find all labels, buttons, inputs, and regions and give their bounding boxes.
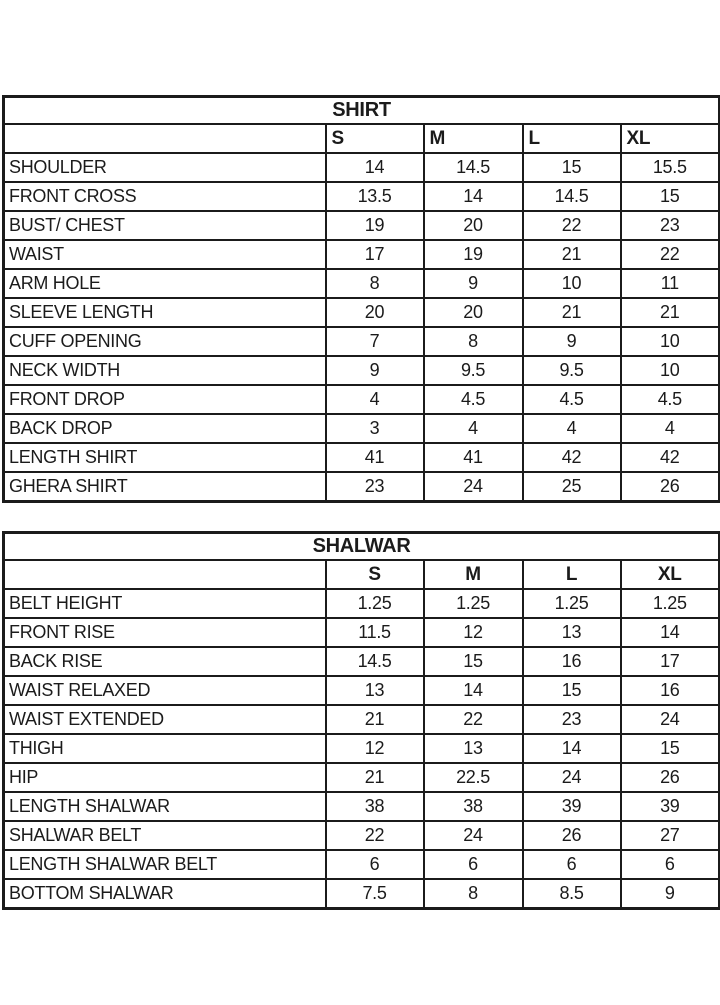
measurement-label: FRONT CROSS bbox=[4, 182, 326, 211]
size-value: 16 bbox=[621, 676, 720, 705]
size-value: 22 bbox=[424, 705, 523, 734]
table-row bbox=[4, 443, 720, 472]
size-value: 13 bbox=[523, 618, 621, 647]
shalwar-table-title: SHALWAR bbox=[4, 533, 720, 561]
size-value: 15 bbox=[621, 182, 720, 211]
size-value: 15 bbox=[523, 676, 621, 705]
size-value: 22.5 bbox=[424, 763, 523, 792]
size-value: 8 bbox=[424, 879, 523, 909]
size-value: 15.5 bbox=[621, 153, 720, 182]
size-value: 8 bbox=[326, 269, 424, 298]
size-value: 25 bbox=[523, 472, 621, 502]
size-value: 14.5 bbox=[326, 647, 424, 676]
size-value: 6 bbox=[621, 850, 720, 879]
shalwar-column-header-l: L bbox=[523, 560, 621, 589]
measurement-label: BACK RISE bbox=[4, 647, 326, 676]
size-value: 8 bbox=[424, 327, 523, 356]
size-value: 21 bbox=[621, 298, 720, 327]
size-value: 41 bbox=[424, 443, 523, 472]
size-value: 11 bbox=[621, 269, 720, 298]
size-value: 21 bbox=[326, 705, 424, 734]
empty-header-cell bbox=[4, 124, 326, 153]
size-value: 19 bbox=[424, 240, 523, 269]
size-value: 1.25 bbox=[523, 589, 621, 618]
measurement-label: SHALWAR BELT bbox=[4, 821, 326, 850]
size-value: 24 bbox=[424, 821, 523, 850]
size-value: 4.5 bbox=[523, 385, 621, 414]
size-value: 24 bbox=[621, 705, 720, 734]
size-value: 7.5 bbox=[326, 879, 424, 909]
table-row bbox=[4, 240, 720, 269]
size-value: 24 bbox=[523, 763, 621, 792]
measurement-label: GHERA SHIRT bbox=[4, 472, 326, 502]
table-row bbox=[4, 211, 720, 240]
table-row bbox=[4, 676, 720, 705]
size-value: 10 bbox=[621, 327, 720, 356]
table-row bbox=[4, 879, 720, 909]
size-value: 26 bbox=[621, 472, 720, 502]
size-value: 13 bbox=[424, 734, 523, 763]
table-row bbox=[4, 414, 720, 443]
size-value: 13 bbox=[326, 676, 424, 705]
size-value: 10 bbox=[621, 356, 720, 385]
measurement-label: FRONT RISE bbox=[4, 618, 326, 647]
size-value: 9 bbox=[621, 879, 720, 909]
measurement-label: LENGTH SHALWAR bbox=[4, 792, 326, 821]
size-value: 4 bbox=[326, 385, 424, 414]
measurement-label: ARM HOLE bbox=[4, 269, 326, 298]
size-value: 17 bbox=[326, 240, 424, 269]
measurement-label: LENGTH SHALWAR BELT bbox=[4, 850, 326, 879]
size-value: 14 bbox=[523, 734, 621, 763]
size-value: 24 bbox=[424, 472, 523, 502]
size-value: 4 bbox=[621, 414, 720, 443]
size-value: 42 bbox=[523, 443, 621, 472]
measurement-label: SLEEVE LENGTH bbox=[4, 298, 326, 327]
shalwar-column-header-xl: XL bbox=[621, 560, 720, 589]
size-value: 20 bbox=[424, 298, 523, 327]
measurement-label: BOTTOM SHALWAR bbox=[4, 879, 326, 909]
size-value: 41 bbox=[326, 443, 424, 472]
table-row bbox=[4, 792, 720, 821]
size-value: 4.5 bbox=[424, 385, 523, 414]
size-value: 22 bbox=[326, 821, 424, 850]
size-value: 14.5 bbox=[424, 153, 523, 182]
size-value: 6 bbox=[523, 850, 621, 879]
measurement-label: SHOULDER bbox=[4, 153, 326, 182]
size-value: 38 bbox=[326, 792, 424, 821]
size-value: 21 bbox=[523, 240, 621, 269]
table-row bbox=[4, 356, 720, 385]
shirt-column-header-xl: XL bbox=[621, 124, 720, 153]
table-row bbox=[4, 385, 720, 414]
size-value: 1.25 bbox=[424, 589, 523, 618]
size-value: 20 bbox=[424, 211, 523, 240]
size-value: 9 bbox=[424, 269, 523, 298]
table-row bbox=[4, 153, 720, 182]
table-row bbox=[4, 472, 720, 502]
size-value: 23 bbox=[326, 472, 424, 502]
size-value: 9 bbox=[523, 327, 621, 356]
size-value: 6 bbox=[424, 850, 523, 879]
size-value: 4 bbox=[424, 414, 523, 443]
table-row bbox=[4, 734, 720, 763]
size-value: 39 bbox=[621, 792, 720, 821]
size-value: 12 bbox=[326, 734, 424, 763]
size-value: 19 bbox=[326, 211, 424, 240]
size-value: 26 bbox=[523, 821, 621, 850]
measurement-label: BACK DROP bbox=[4, 414, 326, 443]
measurement-label: FRONT DROP bbox=[4, 385, 326, 414]
size-value: 10 bbox=[523, 269, 621, 298]
size-value: 11.5 bbox=[326, 618, 424, 647]
size-value: 22 bbox=[621, 240, 720, 269]
size-value: 8.5 bbox=[523, 879, 621, 909]
measurement-label: WAIST RELAXED bbox=[4, 676, 326, 705]
table-row bbox=[4, 763, 720, 792]
table-row bbox=[4, 269, 720, 298]
size-value: 14 bbox=[424, 676, 523, 705]
size-value: 6 bbox=[326, 850, 424, 879]
measurement-label: CUFF OPENING bbox=[4, 327, 326, 356]
table-row bbox=[4, 647, 720, 676]
size-value: 14 bbox=[621, 618, 720, 647]
table-row bbox=[4, 821, 720, 850]
size-value: 9.5 bbox=[523, 356, 621, 385]
size-value: 27 bbox=[621, 821, 720, 850]
table-row bbox=[4, 182, 720, 211]
table-row bbox=[4, 850, 720, 879]
size-value: 26 bbox=[621, 763, 720, 792]
size-value: 42 bbox=[621, 443, 720, 472]
shalwar-size-table bbox=[2, 531, 720, 910]
size-value: 21 bbox=[326, 763, 424, 792]
size-value: 15 bbox=[523, 153, 621, 182]
shirt-header-row bbox=[4, 124, 720, 153]
table-row bbox=[4, 705, 720, 734]
size-value: 14 bbox=[424, 182, 523, 211]
size-value: 23 bbox=[523, 705, 621, 734]
size-value: 15 bbox=[621, 734, 720, 763]
measurement-label: NECK WIDTH bbox=[4, 356, 326, 385]
size-value: 21 bbox=[523, 298, 621, 327]
table-row bbox=[4, 327, 720, 356]
measurement-label: BELT HEIGHT bbox=[4, 589, 326, 618]
size-value: 14.5 bbox=[523, 182, 621, 211]
shalwar-column-header-m: M bbox=[424, 560, 523, 589]
shirt-size-table bbox=[2, 95, 720, 503]
size-value: 9.5 bbox=[424, 356, 523, 385]
shalwar-column-header-s: S bbox=[326, 560, 424, 589]
shirt-title-row bbox=[4, 97, 720, 125]
size-value: 17 bbox=[621, 647, 720, 676]
size-value: 4 bbox=[523, 414, 621, 443]
table-row bbox=[4, 298, 720, 327]
size-value: 23 bbox=[621, 211, 720, 240]
table-row bbox=[4, 618, 720, 647]
size-value: 4.5 bbox=[621, 385, 720, 414]
shalwar-header-row bbox=[4, 560, 720, 589]
shalwar-title-row bbox=[4, 533, 720, 561]
measurement-label: THIGH bbox=[4, 734, 326, 763]
size-value: 22 bbox=[523, 211, 621, 240]
size-value: 16 bbox=[523, 647, 621, 676]
size-value: 15 bbox=[424, 647, 523, 676]
size-value: 38 bbox=[424, 792, 523, 821]
table-row bbox=[4, 589, 720, 618]
size-value: 1.25 bbox=[621, 589, 720, 618]
measurement-label: HIP bbox=[4, 763, 326, 792]
shirt-column-header-l: L bbox=[523, 124, 621, 153]
size-value: 1.25 bbox=[326, 589, 424, 618]
size-value: 7 bbox=[326, 327, 424, 356]
shirt-column-header-m: M bbox=[424, 124, 523, 153]
size-value: 14 bbox=[326, 153, 424, 182]
size-value: 39 bbox=[523, 792, 621, 821]
size-value: 13.5 bbox=[326, 182, 424, 211]
size-value: 12 bbox=[424, 618, 523, 647]
shirt-table-title: SHIRT bbox=[4, 97, 720, 125]
measurement-label: WAIST bbox=[4, 240, 326, 269]
empty-header-cell bbox=[4, 560, 326, 589]
size-value: 20 bbox=[326, 298, 424, 327]
measurement-label: BUST/ CHEST bbox=[4, 211, 326, 240]
size-value: 3 bbox=[326, 414, 424, 443]
measurement-label: LENGTH SHIRT bbox=[4, 443, 326, 472]
size-value: 9 bbox=[326, 356, 424, 385]
measurement-label: WAIST EXTENDED bbox=[4, 705, 326, 734]
shirt-column-header-s: S bbox=[326, 124, 424, 153]
